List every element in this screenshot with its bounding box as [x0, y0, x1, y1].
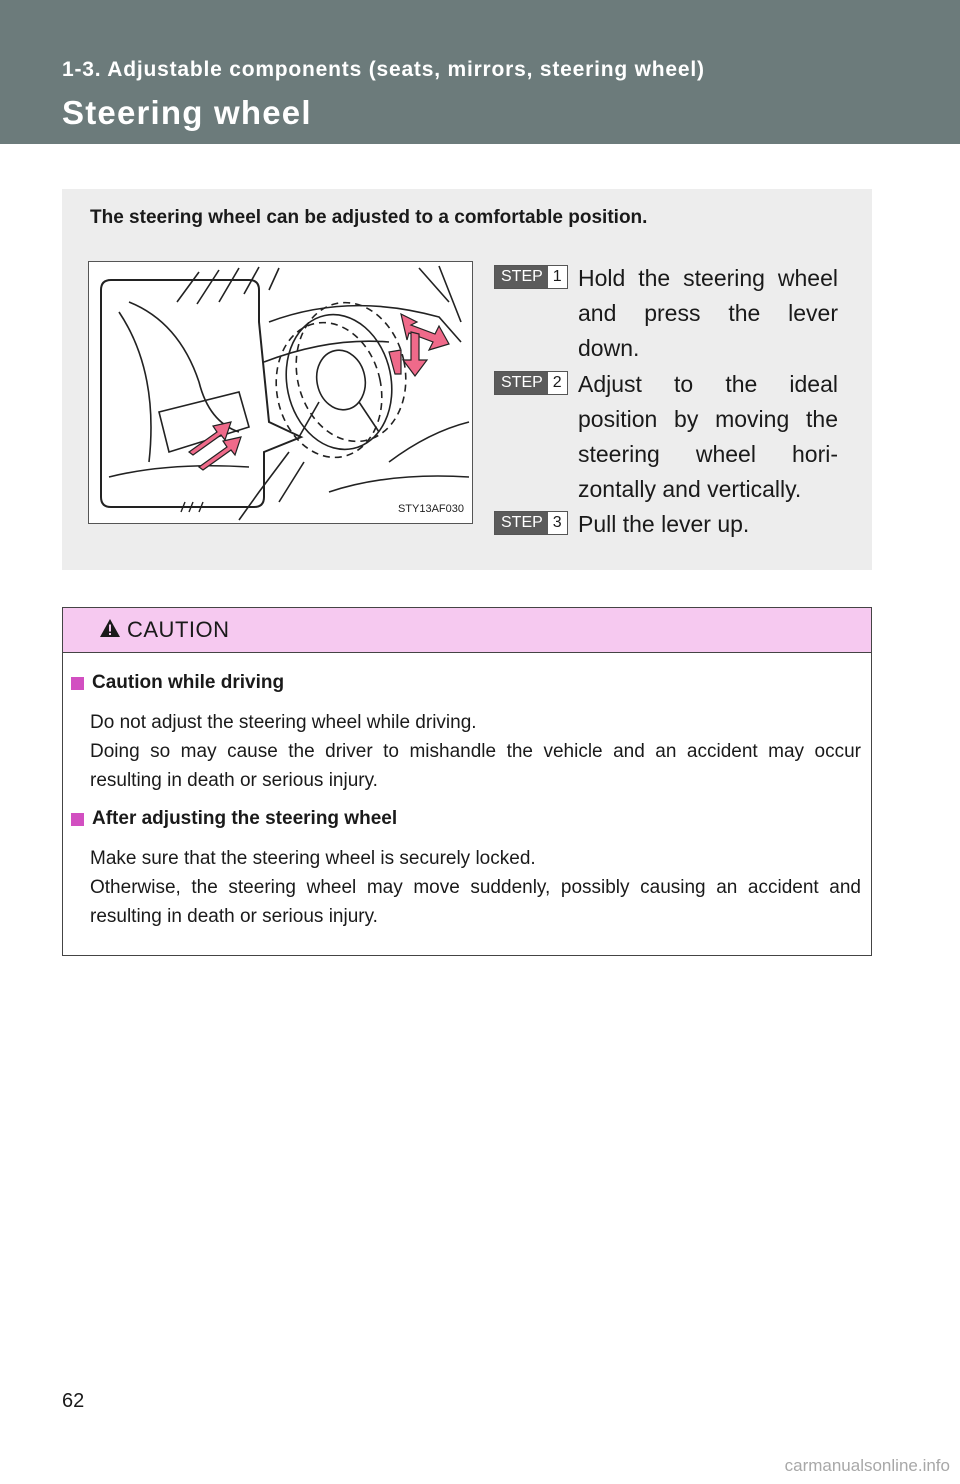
caution-item-2-heading: After adjusting the steering wheel: [92, 808, 398, 829]
steering-wheel-illustration: [88, 261, 473, 524]
chapter-header: [0, 0, 960, 144]
step-2-badge: [494, 371, 568, 395]
step-1-badge-word: STEP: [495, 266, 548, 288]
page-number: 62: [62, 1390, 85, 1412]
section-title: 1-3. Adjustable components (seats, mirrors, steering wheel): [62, 58, 705, 81]
page-title: Steering wheel: [62, 94, 312, 131]
caution-box: [62, 607, 872, 956]
caution-item-1-line-1: Do not adjust the steering wheel while driving.: [90, 712, 477, 733]
step-1-number: 1: [552, 268, 562, 285]
step-3-badge: [494, 511, 568, 535]
step-2-text: Adjust to the ideal position by moving the steering wheel hori- zontally and vertically.: [578, 371, 838, 502]
caution-item-heading: [71, 672, 284, 694]
caution-item-1-line-2: Doing so may cause the driver to mishandle the vehicle and an accident may occur resulting in death or serious injury.: [90, 741, 861, 791]
intro-text: The steering wheel can be adjusted to a comfortable position.: [90, 207, 648, 228]
step-1-badge: [494, 265, 568, 289]
caution-item-1-heading: Caution while driving: [92, 672, 285, 693]
step-2-badge-word: STEP: [495, 372, 548, 394]
watermark: carmanualsonline.info: [784, 1456, 950, 1475]
caution-header: [63, 608, 871, 653]
step-1-text: Hold the steering wheel and press the lever down.: [578, 265, 838, 361]
caution-item-1-body: [90, 708, 861, 795]
step-3-badge-word: STEP: [495, 512, 548, 534]
steering-wheel-drawing: [89, 262, 472, 523]
step-3-number: 3: [552, 514, 562, 531]
caution-item-2-line-2: Otherwise, the steering wheel may move suddenly, possibly causing an accident and resulting in death or serious injury.: [90, 877, 861, 927]
figure-code: STY13AF030: [397, 503, 464, 515]
instruction-box: [62, 189, 872, 570]
caution-item-heading: [71, 808, 397, 830]
step-3-text: Pull the lever up.: [578, 511, 750, 537]
caution-item-2-body: [90, 844, 861, 931]
caution-item-2-line-1: Make sure that the steering wheel is securely locked.: [90, 848, 536, 869]
square-bullet-icon: [71, 813, 84, 826]
caution-title: CAUTION: [127, 617, 230, 642]
warning-triangle-icon: [99, 618, 121, 638]
step-2-number: 2: [552, 374, 562, 391]
square-bullet-icon: [71, 677, 84, 690]
